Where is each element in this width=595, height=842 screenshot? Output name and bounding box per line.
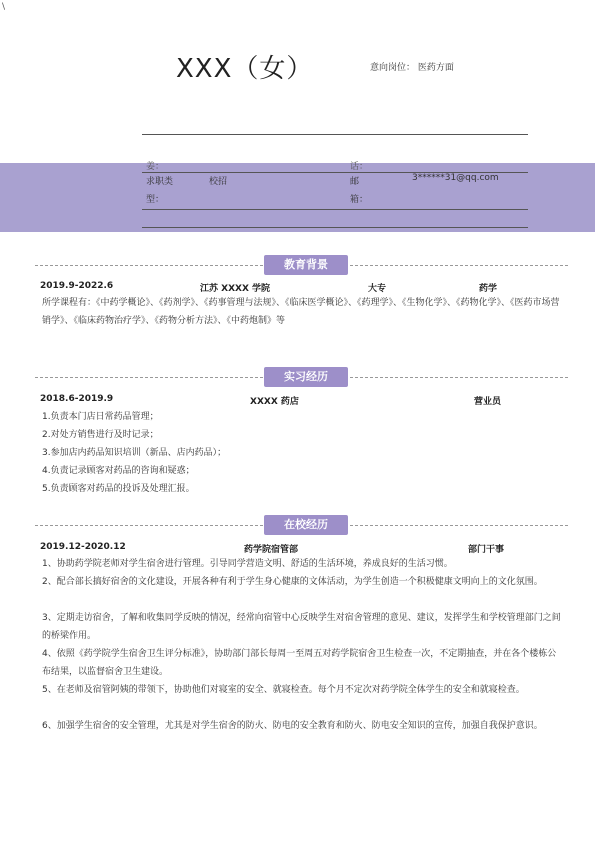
- job-status-label-1: 求职类: [146, 177, 174, 187]
- education-courses: 所学课程有：《中药学概论》、《药剂学》、《药事管理与法规》、《临床医学概论》、《药理学》、《生物化学》、《药物化学》、《医药市场营销学》、《临床药物治疗学》、《药物分析方法》、《中药炮制》等: [42, 298, 560, 326]
- info-band: [0, 163, 595, 232]
- email-label-2: 箱：: [350, 195, 369, 205]
- internship-role: 营业员: [474, 397, 502, 407]
- internship-company: XXXX 药店: [250, 397, 299, 407]
- campus-role: 部门干事: [468, 545, 505, 555]
- campus-item: 5、在老师及宿管阿姨的带领下，协助他们对寝室的安全、就寝检查。每个月不定次对药学院全体学生的安全和就寝检查。: [42, 685, 525, 695]
- campus-date: 2019.12-2020.12: [40, 542, 126, 552]
- education-school: 江苏 XXXX 学院: [200, 284, 271, 294]
- education-degree: 大专: [368, 284, 387, 294]
- internship-date: 2018.6-2019.9: [40, 394, 114, 404]
- corner-mark: \: [2, 2, 6, 12]
- info-row-line-2: [142, 209, 528, 210]
- education-section-title: 教育背景: [264, 255, 348, 275]
- internship-item: 3.参加店内药品知识培训（新品、店内药品）；: [42, 448, 227, 458]
- campus-item: 1、协助药学院老师对学生宿舍进行管理。引导同学营造文明、舒适的生活环境，养成良好的生活习惯。: [42, 559, 453, 569]
- info-row-line-3: [142, 227, 528, 228]
- education-date: 2019.9-2022.6: [40, 281, 114, 291]
- campus-item: 6、加强学生宿舍的安全管理，尤其是对学生宿舍的防火、防电的安全教育和防火、防电安全知识的宣传，加强自我保护意识。: [42, 721, 543, 731]
- job-intent: [370, 60, 454, 73]
- info-cut-label-right: 话：: [350, 162, 369, 172]
- job-intent-label: 意向岗位：: [370, 63, 416, 73]
- internship-item: 2.对处方销售进行及时记录；: [42, 430, 159, 440]
- job-status-label-2: 型：: [146, 195, 165, 205]
- internship-item: 5.负责顾客对药品的投诉及处理汇报。: [42, 484, 195, 494]
- email-value: 3******31@qq.com: [412, 173, 499, 183]
- email-label-1: 邮: [350, 177, 360, 187]
- internship-item: 1.负责本门店日常药品管理；: [42, 412, 159, 422]
- job-intent-value: 医药方面: [417, 63, 454, 73]
- campus-item: 2、配合部长搞好宿舍的文化建设，开展各种有利于学生身心健康的文体活动，为学生创造一个积极健康文明向上的文化氛围。: [42, 577, 543, 587]
- campus-item: 4、依照《药学院学生宿舍卫生评分标准》，协助部门部长每周一至周五对药学院宿舍卫生检查一次，不定期抽查，并在各个楼栋公布结果，以监督宿舍卫生建设。: [42, 649, 557, 677]
- education-major: 药学: [479, 284, 498, 294]
- job-status-value: 校招: [209, 177, 228, 187]
- internship-section-title: 实习经历: [264, 367, 348, 387]
- info-cut-label-left: 姜：: [146, 162, 165, 172]
- header-divider: [142, 134, 528, 135]
- campus-section-title: 在校经历: [264, 515, 348, 535]
- internship-item: 4.负责记录顾客对药品的咨询和疑惑；: [42, 466, 195, 476]
- campus-item: 3、定期走访宿舍，了解和收集同学反映的情况，经常向宿管中心反映学生对宿舍管理的意见、建议，发挥学生和学校管理部门之间的桥梁作用。: [42, 613, 561, 641]
- candidate-name: XXX（女）: [176, 54, 314, 84]
- campus-org: 药学院宿管部: [244, 545, 299, 555]
